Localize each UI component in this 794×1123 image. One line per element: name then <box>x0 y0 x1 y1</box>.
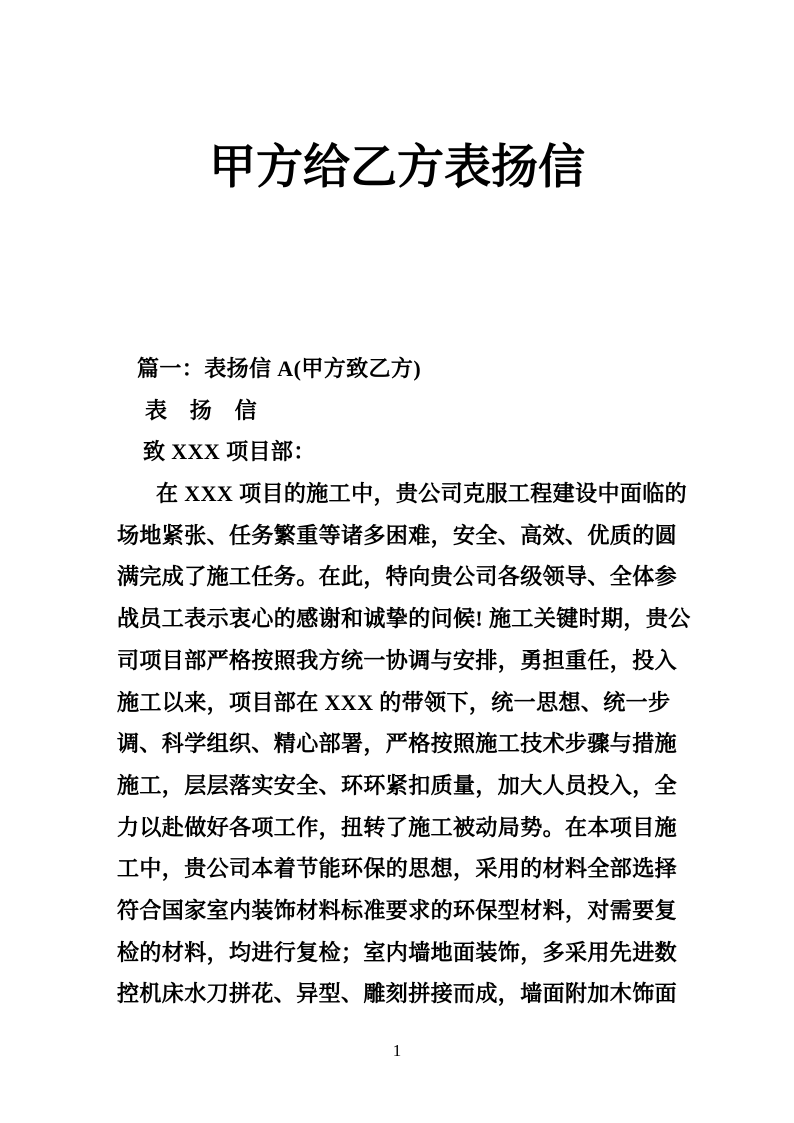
document-body <box>117 348 691 1015</box>
document-title: 甲方给乙方表扬信 <box>209 142 585 194</box>
paragraph-line: 司项目部严格按照我方统一协调与安排，勇担重任，投入 <box>117 647 678 673</box>
paragraph-line: 工中，贵公司本着节能环保的思想，采用的材料全部选择 <box>117 856 678 882</box>
paragraph-line: 控机床水刀拼花、异型、雕刻拼接而成，墙面附加木饰面 <box>117 981 678 1007</box>
salutation-line: 致 XXX 项目部： <box>143 439 316 465</box>
paragraph-line: 符合国家室内装饰材料标准要求的环保型材料，对需要复 <box>117 897 678 923</box>
section-heading-line: 篇一：表扬信 A(甲方致乙方) <box>137 356 422 381</box>
paragraph-line: 施工，层层落实安全、环环紧扣质量，加大人员投入，全 <box>117 772 678 798</box>
paragraph-line: 检的材料，均进行复检；室内墙地面装饰，多采用先进数 <box>117 939 678 965</box>
page-number: 1 <box>392 1041 402 1060</box>
paragraph-line: 战员工表示衷心的感谢和诚挚的问候! 施工关键时期，贵公 <box>117 606 691 632</box>
paragraph-line: 力以赴做好各项工作，扭转了施工被动局势。在本项目施 <box>117 814 678 840</box>
paragraph-line: 在 XXX 项目的施工中，贵公司克服工程建设中面临的 <box>156 481 688 507</box>
paragraph-line: 场地紧张、任务繁重等诸多困难，安全、高效、优质的圆 <box>117 522 678 548</box>
paragraph-line: 调、科学组织、精心部署，严格按照施工技术步骤与措施 <box>117 731 678 757</box>
paragraph-line: 施工以来，项目部在 XXX 的带领下，统一思想、统一步 <box>117 689 671 715</box>
paragraph-line: 满完成了施工任务。在此，特向贵公司各级领导、全体参 <box>117 564 678 590</box>
letter-title-line: 表 扬 信 <box>145 397 258 423</box>
